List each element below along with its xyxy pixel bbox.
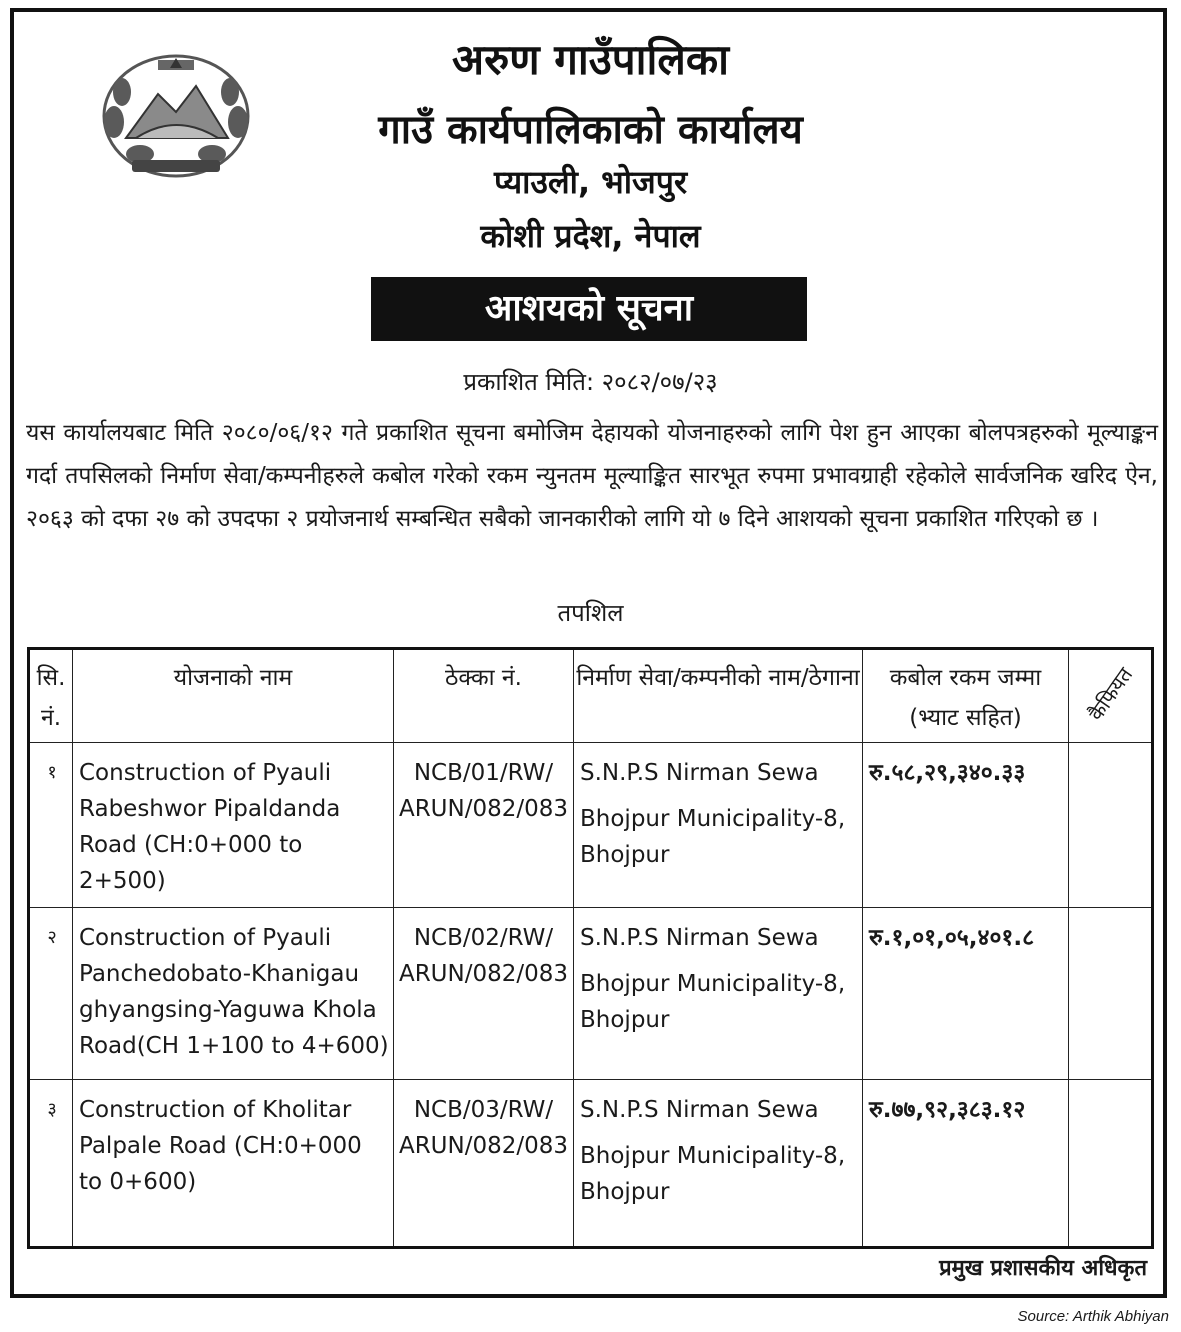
contractor-address: Bhojpur Municipality-8, Bhojpur [580, 971, 846, 1033]
cell-amount: रु.१,०१,०५,४०१.८ [863, 908, 1069, 1080]
table-row [29, 1080, 1153, 1248]
cell-contractor [574, 908, 863, 1080]
cell-sn: ३ [29, 1080, 73, 1248]
cell-remarks [1069, 1080, 1153, 1248]
contractor-name: S.N.P.S Nirman Sewa [580, 1097, 819, 1123]
contractor-name: S.N.P.S Nirman Sewa [580, 760, 819, 786]
cell-contract: NCB/01/RW/ ARUN/082/083 [394, 743, 574, 908]
published-date: प्रकाशित मिति: २०८२/०७/२३ [463, 368, 718, 396]
header-sn: सि. नं. [29, 649, 73, 743]
header-project: योजनाको नाम [73, 649, 394, 743]
schedule-title: तपशिल [557, 599, 624, 627]
bid-table [27, 647, 1154, 1249]
cell-sn: २ [29, 908, 73, 1080]
cell-contractor [574, 1080, 863, 1248]
notice-body: यस कार्यालयबाट मिति २०८०/०६/१२ गते प्रकाशित सूचना बमोजिम देहायको योजनाहरुको लागि पेश हुन आएका बोलपत्रहरुको मूल्याङ्कन गर्दा तपसिलको निर्माण सेवा/कम्पनीहरुले कबोल गरेको रकम न्युनतम मूल्याङ्कित सारभूत रुपमा प्रभावग्राही रहेकोले सार्वजनिक खरिद ऐन, २०६३ को दफा २७ को उपदफा २ प्रयोजनार्थ सम्बन्धित सबैको जानकारीको लागि यो ७ दिने आशयको सूचना प्रकाशित गरिएको छ । [26, 420, 1158, 532]
office-address: प्याउली, भोजपुर [493, 163, 688, 201]
cell-project: Construction of Kholitar Palpale Road (CH:0+000 to 0+600) [73, 1080, 394, 1248]
header-contractor: निर्माण सेवा/कम्पनीको नाम/ठेगाना [574, 649, 863, 743]
signatory-title: प्रमुख प्रशासकीय अधिकृत [939, 1256, 1147, 1281]
source-credit: Source: Arthik Abhiyan [1017, 1308, 1169, 1325]
cell-amount: रु.५८,२९,३४०.३३ [863, 743, 1069, 908]
province-country: कोशी प्रदेश, नेपाल [480, 217, 701, 255]
cell-project: Construction of Pyauli Rabeshwor Pipaldanda Road (CH:0+000 to 2+500) [73, 743, 394, 908]
header-remarks-label: कैफियत [1083, 662, 1137, 726]
table-row [29, 908, 1153, 1080]
cell-project: Construction of Pyauli Panchedobato-Khanigau ghyangsing-Yaguwa Khola Road(CH 1+100 to 4+600) [73, 908, 394, 1080]
notice-title-banner: आशयको सूचना [371, 277, 807, 341]
cell-amount: रु.७७,९२,३८३.१२ [863, 1080, 1069, 1248]
cell-contractor [574, 743, 863, 908]
contractor-address: Bhojpur Municipality-8, Bhojpur [580, 806, 846, 868]
header-remarks [1069, 649, 1153, 743]
cell-contract: NCB/03/RW/ ARUN/082/083 [394, 1080, 574, 1248]
contractor-address: Bhojpur Municipality-8, Bhojpur [580, 1143, 846, 1205]
office-name: गाउँ कार्यपालिकाको कार्यालय [378, 107, 803, 153]
table-header-row [29, 649, 1153, 743]
cell-remarks [1069, 743, 1153, 908]
cell-remarks [1069, 908, 1153, 1080]
cell-contract: NCB/02/RW/ ARUN/082/083 [394, 908, 574, 1080]
municipality-name: अरुण गाउँपालिका [452, 35, 729, 84]
cell-sn: १ [29, 743, 73, 908]
header-contract: ठेक्का नं. [394, 649, 574, 743]
table-row [29, 743, 1153, 908]
header-amount: कबोल रकम जम्मा (भ्याट सहित) [863, 649, 1069, 743]
contractor-name: S.N.P.S Nirman Sewa [580, 925, 819, 951]
